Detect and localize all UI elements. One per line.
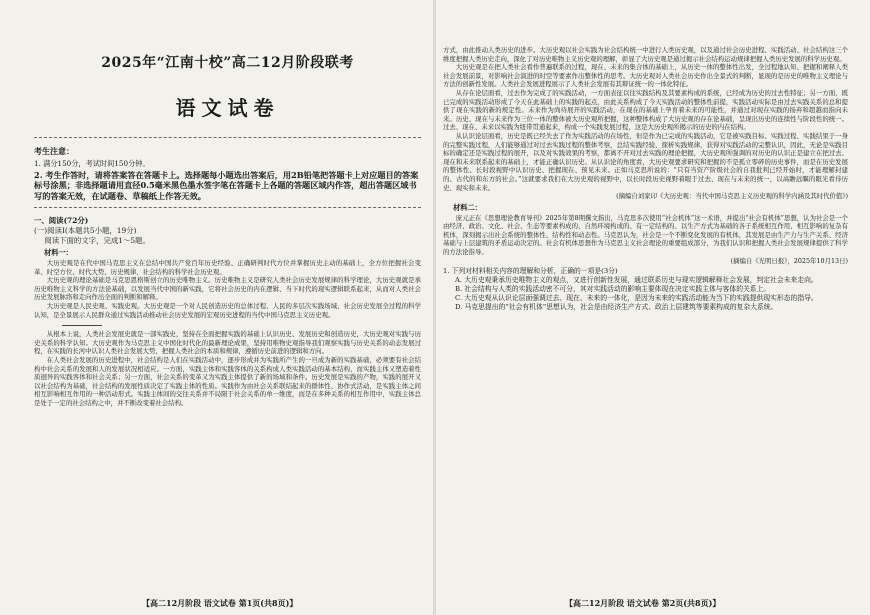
option-d: D. 马克思提出的“社会有机体”思想认为，社会是由经济生产方式、政治上层建筑等要素构成的复杂大系统。 — [455, 303, 778, 312]
page-2 — [435, 0, 870, 615]
notice-item: 2. 考生作答时，请将答案答在答题卡上。选择题每小题选出答案后，用2B铅笔把答题卡上对应题目的答案标号涂黑；非选择题请用直径0.5毫米黑色墨水签字笔在答题卡上各题的答题区域内作答，超出答题区域书写的答案无效，在试题卷、草稿纸上作答无效。 — [34, 169, 419, 201]
source-citation: (摘编自《光明日报》，2025年10月13日) — [730, 256, 848, 265]
paragraph: 大历史观的理论基础是马克思恩格斯创立的历史唯物主义。历史唯物主义是研究人类社会历史发展规律的科学理论，大历史观就是承历史唯物主义科学的方法论基础，以发展当代中国的新实践，它将社会历史的内在逻辑、当下时代的现实逻辑联系起来，从而对人类社会历史发展脉络和走向作出全面的判断和解释。 — [34, 276, 421, 302]
paragraph: 方式，由此推动人类历史的进步。大历史观以社会实践为社会结构统一中进行人类历史观，以及通过社会历史进程、实践活动、社会结构这三个维度把握人类历史走向，深化了对历史唯物主义历史观的理解，彰显了大历史观是通过揭示社会结构运动规律把握人类历史发展的科学历史观。 — [443, 46, 848, 63]
source-citation: (摘编自刘家印《大历史观：当代中国马克思主义历史观的科学内涵及其时代价值》) — [616, 192, 848, 201]
separator-line — [62, 325, 102, 326]
paragraph: 从存在论层面看，过去作为完成了的实践活动，一方面表征以往实践结构及其要素构成的系统，已经成为历史的过去性特征；另一方面，既已完成的实践活动形成了今天在此基础上的实践的起点，由此关系构成了今天实践活动的整体性前提，实践活动实际是由过去实践关系的总和提供了现在实践的新的规定性。未来作为尚待展开的实践活动，在现在的基础上孕育着未来的可能性，并通过对现在实践的扬弃和超越而指向未来。历史、现在与未来作为三位一体的整体被大历史观所把握，这种整体构成了大历史观的存在论基础，呈现出历史的连续性与阶段性的统一。过去、现在、未来以实践为纽带贯通起来，构成一个实践发展过程，这是大历史观所揭示的历史的内在结构。 — [443, 88, 848, 132]
paragraph: 大历史观是人民史观、实践史观。大历史观是一个对人民创造历史的总体过程、人民的多层次实践场域、社会历史发展全过程的科学认知，是全景展示人民群众通过实践活动推动社会历史发展的宏观历史进程的当代中国马克思主义历史观。 — [34, 301, 421, 319]
paper-title: 语文试卷 — [175, 96, 280, 120]
paragraph: 大历史观是在把人类社会看作普遍联系的过程，现在、未来的集合体的基础上，从历史一体的整体性出发，全过程地认知、把握和阐释人类社会发展前景，对影响社会演进的时空等要素作出整体性的思考。大历史观对人类社会历史作出全景式的判断，显现的是历史的唯物主义理论与方法的创新性发展。人类社会发展进程展示了人类社会发展有其辩证统一的一体化特征。 — [443, 63, 848, 89]
option-a: A. 大历史观秉承历史唯物主义的观点，又进行创新性发展，通过联系历史与现实逻辑解释社会发展，判定社会未来走向。 — [455, 276, 818, 285]
paragraph: 从根本上说，人类社会发展史就是一部实践史，坚持在全面把握实践的基础上认识历史、发展历史和创造历史，大历史观对实践与历史关系的科学认知。大历史观作为马克思主义中国化时代化的最新理论成果，坚持用唯物史观指导我们观察实践与历史关系的动态发展过程，在实践的长河中认识人类社会发展大势，把握人类社会的本质和规律，遵循历史前进的逻辑和方向。 — [34, 330, 421, 356]
reading-instruction: 阅读下面的文字，完成1～5题。 — [44, 236, 150, 245]
paragraph: 在人类社会发展的历史进程中，社会结构是人们在实践活动中，逐步形成并为实践所产生的一旦成为新的实践基础，必须要有社会结构中社会关系的发展和人的发展状况相适应。一方面，实践主体和实践客体的关系构成人类实践活动的基本结构，而实践主体又塑造着性质迥异的实践客体和社会关系；另一方面，社会关系的变革又为实践主体提供了新的场域和条件。历史发展是实践的产物，实践的展开又以社会结构为基础，社会结构的发展性质决定了实践主体的性质。实践作为由社会关系联结起来的群体性、协作式活动，是实践主体之间相互影响相互作用的一种活动形式。实践主体间的交往关系并不局限于社会关系的单一维度，而是在多种关系的相互作用中，实践主体总是处于一定的社会结构之中，并不断改变着社会结构。 — [34, 355, 421, 407]
page-1-footer: 【高二12月阶段 语文试卷 第1页(共8页)】 — [142, 598, 298, 608]
page-2-footer: 【高二12月阶段 语文试卷 第2页(共8页)】 — [565, 598, 721, 608]
question-1: 1. 下列对材料相关内容的理解和分析，正确的一项是(3分) — [443, 267, 618, 276]
exam-notice — [34, 146, 421, 201]
paragraph: 庞元正在《思想理论教育导刊》2025年第8期撰文指出，马克思多次使用“社会机体”这一术语，并提出“社会有机体”思想，认为社会是一个由经济、政治、文化、社会、生态等要素构成的、自然环境构成的、有一定结构的、以生产方式为基础的各子系统相互作用、相互影响的复杂有机体，深刻揭示出社会系统的整体性、结构性和动态性。马克思认为，社会是一个不断变化发展的有机体，其发展是由生产力与生产关系、经济基础与上层建筑的矛盾运动决定的。社会有机体思想作为马克思主义社会理论的重要组成部分，为我们认识和把握人类社会发展规律提供了科学的方法论指导。 — [443, 213, 848, 257]
option-b: B. 社会结构与人类的实践活动密不可分，其对实践活动的影响主要体现在决定实践主体与客体的关系上。 — [455, 285, 771, 294]
paragraph: 从认识论层面看，历史是既已经失去了作为实践活动的在场性，但是作为已完成的实践活动，它是被实践目标、实践过程、实践结果于一身的完整实践过程，人们能够通过对过去实践过程的整体考察，总结实践经验、探析实践规律，获得对实践活动的完整认识，因此，无论是实践目标的确定还是实践过程的展开，以及对实践效果的考察，都离不开对过去实践的理论把握，大历史观所强调的对历史的认识正是建立在把过去、现在和未来联系起来的基础上，才能正确认识历史。从认识论的角度看，大历史观要求研究和把握的不是孤立零碎的历史事件，而是在历史发展的整体性、长时段视野中认识历史、把握现在、预见未来。正如马克思所说的：“只有当资产阶级社会的自我批判已经开始时，才能理解封建的、古代的和东方的社会。”这就要求我们在大历史观的视野中，以长时段历史视野着眼于过去、现在与未来的统一，以高瞻远瞩的眼光看待历史、现实和未来。 — [443, 131, 848, 192]
divider — [34, 137, 421, 138]
section-heading: 一、阅读(72分) — [34, 216, 89, 225]
option-c: C. 大历史观从认识论层面强调过去、现在、未来的一体化，是因为未来的实践活动能为当下的实践提供现实形态的指导。 — [455, 294, 818, 303]
notice-heading: 考生注意： — [34, 146, 74, 156]
material-label: 材料二： — [453, 202, 482, 212]
material-label: 材料一： — [44, 248, 73, 257]
paragraph: 大历史观是在代中国马克思主义在总结中国共产党百年历史经验、正确研判时代方位并掌握历史主动的基础上，全方位把握社会变革、时空方位、时代大势、历史规律、社会结构的科学社会历史观。 — [34, 259, 421, 276]
divider — [34, 207, 421, 208]
exam-title: 2025年“江南十校”高二12月阶段联考 — [101, 55, 354, 71]
subsection-heading: (一)阅读Ⅰ(本题共5小题，19分) — [34, 226, 137, 235]
notice-item: 1. 满分150分，考试时间150分钟。 — [34, 159, 150, 168]
